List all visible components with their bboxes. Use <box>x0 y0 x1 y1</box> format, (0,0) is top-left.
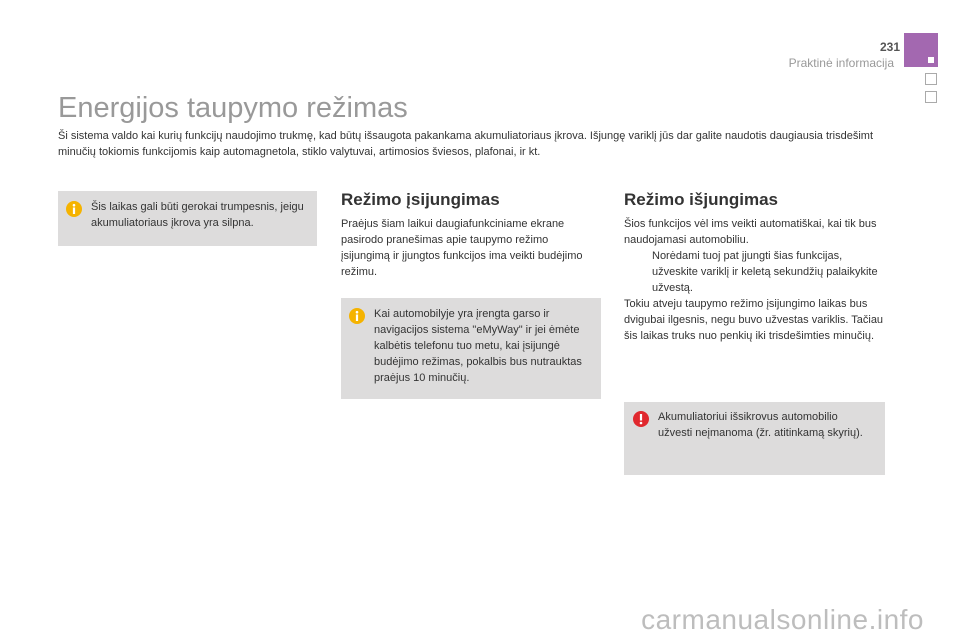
chapter-tab[interactable] <box>925 73 937 85</box>
warning-box-text: Akumuliatoriui išsikrovus automobilio užvesti neįmanoma (žr. atitinkamą skyrių). <box>658 411 863 439</box>
bullet-marker <box>624 248 652 296</box>
info-icon <box>66 201 82 217</box>
deactivation-text2: Tokiu atveju taupymo režimo įsijungimo laikas bus dvigubai ilgesnis, negu buvo užvestas variklis. Tačiau šis laikas truks nuo penkių iki trisdešimties minučių. <box>624 298 884 342</box>
info-box-middle <box>341 298 601 399</box>
info-box-middle-text: Kai automobilyje yra įrengta garso ir navigacijos sistema "eMyWay" ir jei ėmėte kalbėtis telefonu tuo metu, kai įsijungė budėjimo režimas, pokalbis bus nutrauktas praėjus 10 minučių. <box>374 308 582 384</box>
intro-text: Ši sistema valdo kai kurių funkcijų naudojimo trukmę, kad būtų išsaugota pakankama akumuliatoriaus įkrova. Išjungę variklį jūs dar galite naudotis daugiausia trisdešimt minučių tokiomis funkcijomis kaip automagnetola, stiklo valytuvai, artimosios šviesos, plafonai, ir kt. <box>58 130 874 158</box>
watermark: carmanualsonline.info <box>641 604 924 635</box>
warning-box <box>624 402 885 475</box>
deactivation-bullet-row <box>624 248 886 296</box>
info-box-left <box>58 191 317 246</box>
activation-text: Praėjus šiam laikui daugiafunkciniame ekrane pasirodo pranešimas apie taupymo režimo įsijungimą ir įjungtos funkcijos ima veikti budėjimo režimu. <box>341 218 583 278</box>
section-name: Praktinė informacija <box>788 56 894 70</box>
page-number: 231 <box>879 40 900 54</box>
chapter-tab[interactable] <box>925 91 937 103</box>
chapter-tab-active[interactable] <box>904 33 938 67</box>
warning-icon <box>633 411 649 427</box>
deactivation-bullet: Norėdami tuoj pat įjungti šias funkcijas, užveskite variklį ir keletą sekundžių palaikykite užvestą. <box>652 250 878 294</box>
info-box-left-text: Šis laikas gali būti gerokai trumpesnis, jeigu akumuliatoriaus įkrova yra silpna. <box>91 201 304 229</box>
page-title: Energijos taupymo režimas <box>58 92 408 124</box>
tab-marker <box>928 57 934 63</box>
info-icon <box>349 308 365 324</box>
deactivation-text1: Šios funkcijos vėl ims veikti automatiškai, kai tik bus naudojamasi automobiliu. <box>624 218 877 246</box>
deactivation-heading: Režimo išjungimas <box>624 190 778 209</box>
activation-heading: Režimo įsijungimas <box>341 190 500 209</box>
deactivation-body <box>624 216 886 344</box>
